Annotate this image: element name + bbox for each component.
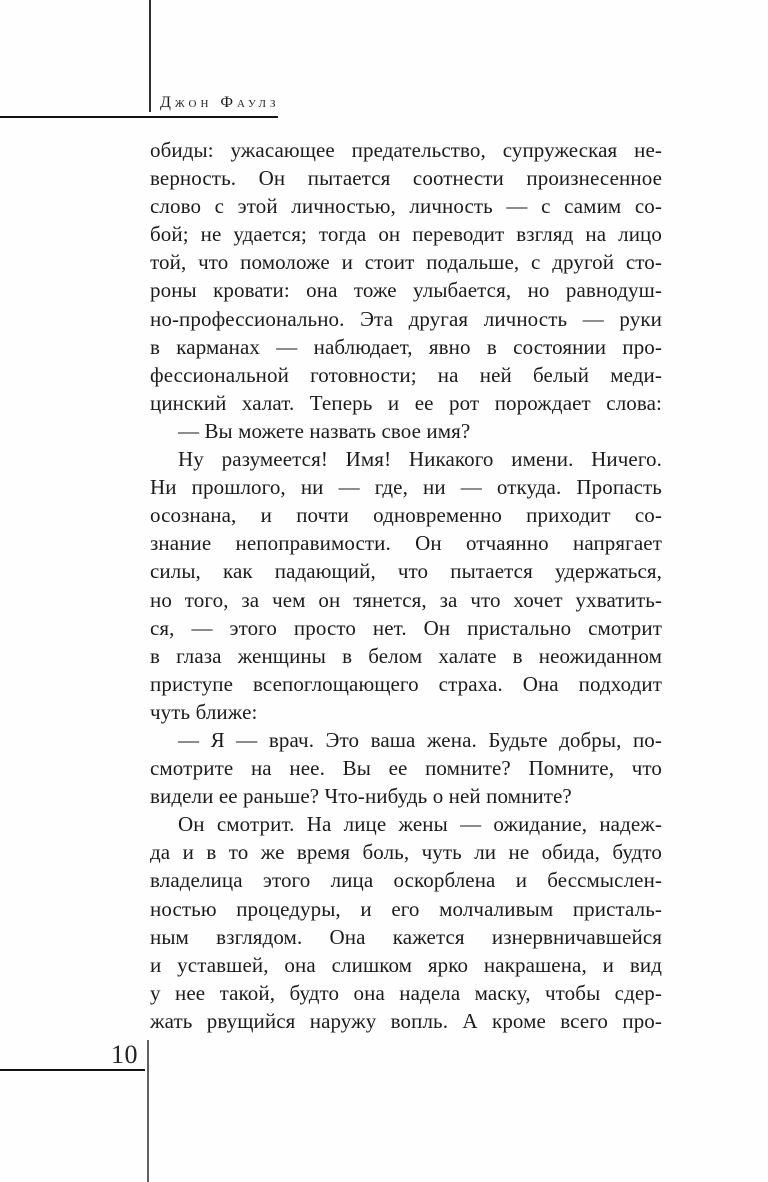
text-line: но того, за чем он тянется, за что хочет ухватить- xyxy=(150,587,662,612)
body-text xyxy=(150,136,662,1035)
footer-rule xyxy=(0,1069,145,1071)
text-line: фессиональной готовности; на ней белый меди- xyxy=(150,362,662,387)
running-header xyxy=(160,94,280,112)
text-line: роны кровати: она тоже улыбается, но равнодуш- xyxy=(150,278,662,303)
text-line: цинский халат. Теперь и ее рот порождает слова: xyxy=(150,390,662,415)
text-line: ся, — этого просто нет. Он пристально смотрит xyxy=(150,615,662,640)
text-line: знание непоправимости. Он отчаянно напрягает xyxy=(150,531,662,556)
text-line: владелица этого лица оскорблена и бессмыслен- xyxy=(150,868,662,893)
header-rule xyxy=(0,116,278,118)
text-line: осознана, и почти одновременно приходит со- xyxy=(150,503,662,528)
text-line: Ну разумеется! Имя! Никакого имени. Ничего. xyxy=(178,447,662,472)
text-line: в карманах — наблюдает, явно в состоянии про- xyxy=(150,334,662,359)
text-line: обиды: ужасающее предательство, супружеская не- xyxy=(150,138,662,162)
text-line: чуть ближе: xyxy=(150,699,258,724)
margin-rule-bottom xyxy=(147,1040,149,1182)
text-line: — Вы можете назвать свое имя? xyxy=(178,418,471,443)
text-line: ным взглядом. Она кажется изнервничавшейся xyxy=(150,924,662,949)
text-line: силы, как падающий, что пытается удержаться, xyxy=(150,559,662,584)
text-line: жать рвущийся наружу вопль. А кроме всего про- xyxy=(150,1008,662,1033)
text-line: — Я — врач. Это ваша жена. Будьте добры, по- xyxy=(178,727,662,752)
text-line: верность. Он пытается соотнести произнесенное xyxy=(150,166,662,191)
text-line: видели ее раньше? Что-нибудь о ней помните? xyxy=(150,784,572,809)
page-number: 10 xyxy=(111,1040,138,1069)
margin-rule-top xyxy=(149,0,151,112)
text-line: бой; не удается; тогда он переводит взгляд на лицо xyxy=(150,222,662,247)
text-line: и уставшей, она слишком ярко накрашена, и вид xyxy=(150,952,662,977)
text-line: в глаза женщины в белом халате в неожиданном xyxy=(150,643,662,668)
text-line: смотрите на нее. Вы ее помните? Помните, что xyxy=(150,756,662,781)
text-line: у нее такой, будто она надела маску, чтобы сдер- xyxy=(150,980,662,1005)
text-line: Ни прошлого, ни — где, ни — откуда. Пропасть xyxy=(150,475,662,500)
text-line: приступе всепоглощающего страха. Она подходит xyxy=(150,671,662,696)
text-line: ностью процедуры, и его молчаливым присталь- xyxy=(150,896,662,921)
text-line: да и в то же время боль, чуть ли не обида, будто xyxy=(150,840,662,865)
text-line: слово с этой личностью, личность — с самим со- xyxy=(150,194,662,219)
author-name: Джон Фаулз xyxy=(160,94,280,111)
text-line: Он смотрит. На лице жены — ожидание, надеж- xyxy=(178,812,662,837)
text-line: но-профессионально. Эта другая личность — руки xyxy=(150,306,662,331)
text-line: той, что помоложе и стоит подальше, с другой сто- xyxy=(150,250,662,275)
